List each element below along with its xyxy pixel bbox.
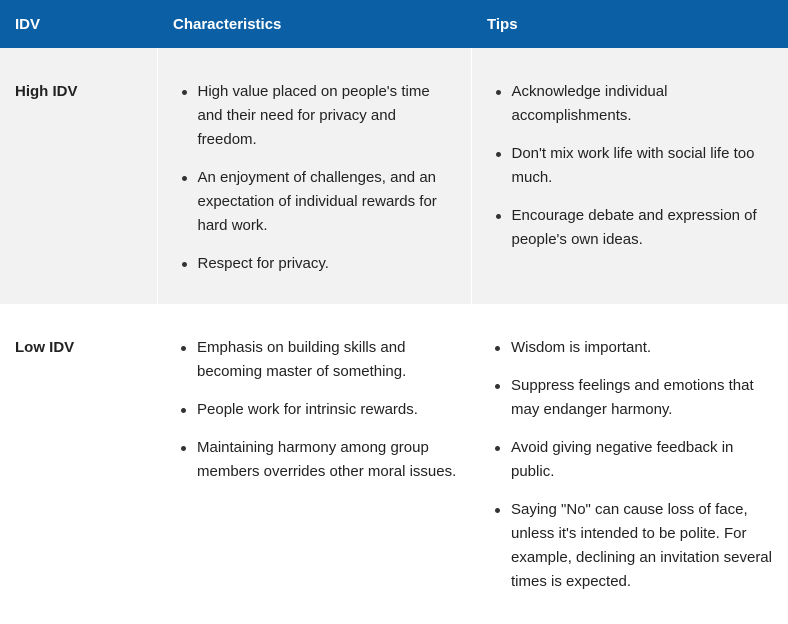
header-tips: Tips bbox=[471, 0, 788, 48]
list-item bbox=[511, 498, 774, 594]
row-label-low-idv: Low IDV bbox=[0, 304, 157, 618]
table-body bbox=[0, 48, 788, 618]
bullet-dot-icon bbox=[495, 384, 500, 389]
table-row-low-idv bbox=[0, 304, 788, 618]
characteristics-cell bbox=[157, 48, 471, 304]
row-label-high-idv: High IDV bbox=[0, 48, 157, 304]
list-item bbox=[197, 436, 457, 484]
tips-list bbox=[488, 80, 775, 252]
bullet-dot-icon bbox=[495, 446, 500, 451]
header-row bbox=[0, 0, 788, 48]
tips-cell bbox=[471, 48, 788, 304]
list-item-text: An enjoyment of challenges, and an expectation of individual rewards for hard work. bbox=[197, 169, 437, 234]
bullet-dot-icon bbox=[181, 408, 186, 413]
list-item bbox=[511, 436, 774, 484]
list-item bbox=[198, 252, 457, 276]
list-item-text: High value placed on people's time and their need for privacy and freedom. bbox=[197, 83, 430, 148]
list-item-text: Saying "No" can cause loss of face, unless it's intended to be polite. For example, declining an invitation several times is expected. bbox=[511, 501, 772, 590]
list-item-text: Don't mix work life with social life too much. bbox=[511, 145, 755, 186]
list-item bbox=[512, 204, 775, 252]
bullet-dot-icon bbox=[182, 176, 187, 181]
list-item-text: People work for intrinsic rewards. bbox=[197, 401, 418, 418]
list-item bbox=[197, 398, 457, 422]
list-item bbox=[198, 166, 457, 238]
list-item-text: Avoid giving negative feedback in public. bbox=[511, 439, 734, 480]
bullet-dot-icon bbox=[181, 446, 186, 451]
list-item-text: Acknowledge individual accomplishments. bbox=[511, 83, 668, 124]
characteristics-list bbox=[173, 336, 457, 484]
list-item-text: Encourage debate and expression of people's own ideas. bbox=[511, 207, 757, 248]
characteristics-list bbox=[174, 80, 457, 276]
bullet-dot-icon bbox=[495, 508, 500, 513]
list-item-text: Wisdom is important. bbox=[511, 339, 652, 356]
list-item-text: Emphasis on building skills and becoming master of something. bbox=[197, 339, 407, 380]
bullet-dot-icon bbox=[495, 346, 500, 351]
list-item bbox=[511, 336, 774, 360]
header-characteristics: Characteristics bbox=[157, 0, 471, 48]
bullet-dot-icon bbox=[181, 346, 186, 351]
bullet-dot-icon bbox=[496, 90, 501, 95]
list-item bbox=[511, 374, 774, 422]
tips-cell bbox=[471, 304, 788, 618]
bullet-dot-icon bbox=[182, 262, 187, 267]
list-item bbox=[512, 80, 775, 128]
header-idv: IDV bbox=[0, 0, 157, 48]
list-item bbox=[197, 336, 457, 384]
list-item-text: Respect for privacy. bbox=[197, 255, 329, 272]
bullet-dot-icon bbox=[496, 214, 501, 219]
list-item bbox=[512, 142, 775, 190]
tips-list bbox=[487, 336, 774, 594]
list-item-text: Suppress feelings and emotions that may endanger harmony. bbox=[511, 377, 754, 418]
table-row-high-idv bbox=[0, 48, 788, 304]
table-header bbox=[0, 0, 788, 48]
bullet-dot-icon bbox=[496, 152, 501, 157]
list-item bbox=[198, 80, 457, 152]
list-item-text: Maintaining harmony among group members overrides other moral issues. bbox=[197, 439, 457, 480]
bullet-dot-icon bbox=[182, 90, 187, 95]
characteristics-cell bbox=[157, 304, 471, 618]
